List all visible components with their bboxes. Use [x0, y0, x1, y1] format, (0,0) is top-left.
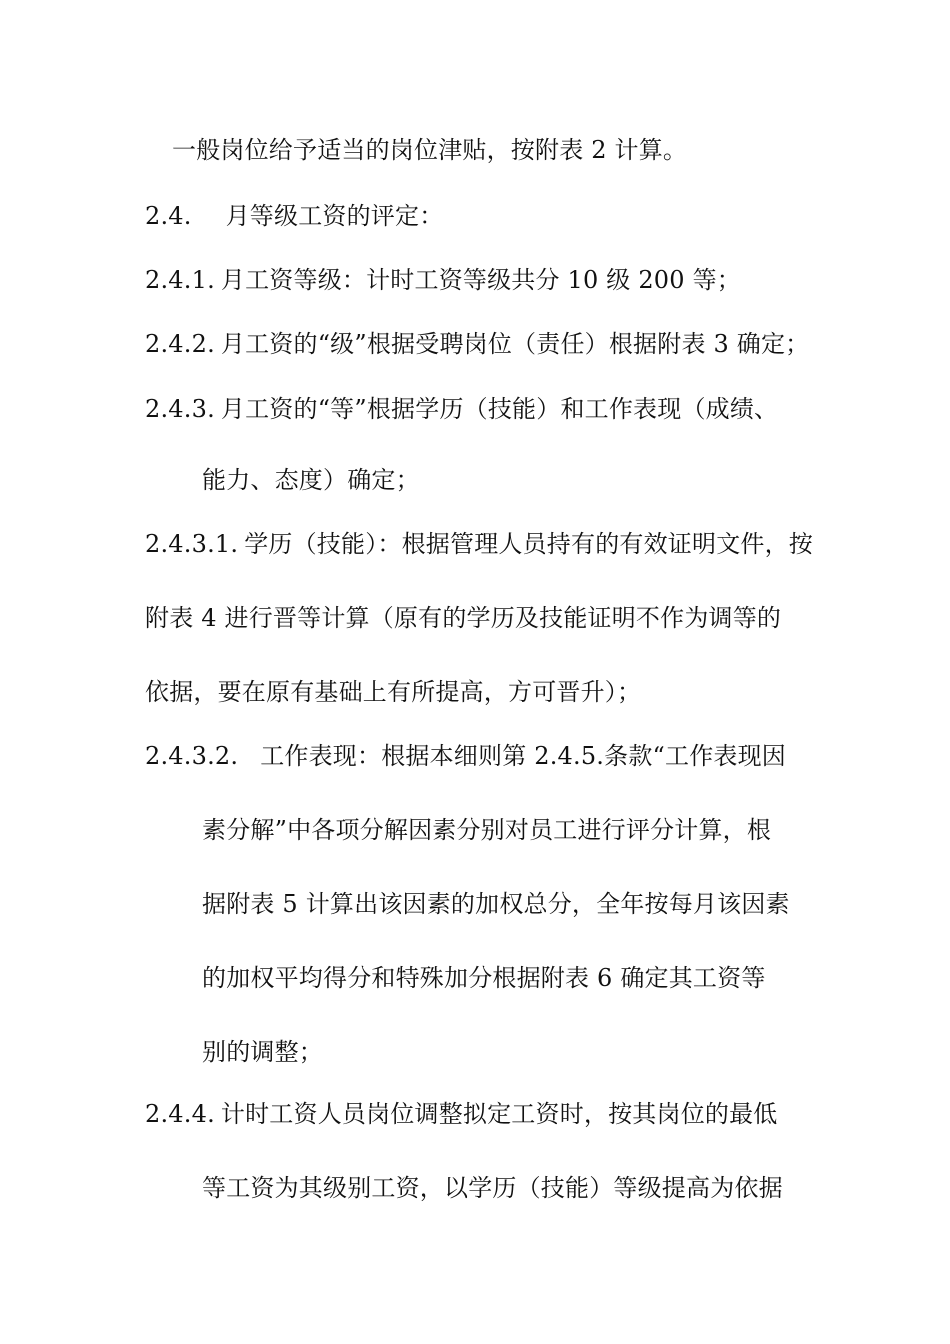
section-number: 2.4.2.	[145, 330, 215, 358]
line-text: 月工资的“级”根据受聘岗位（责任）根据附表 3 确定；	[220, 330, 810, 358]
line-text: 月等级工资的评定：	[225, 202, 444, 230]
item-2-4-4-continued	[202, 1172, 783, 1204]
section-number: 2.4.3.2.	[145, 742, 239, 770]
line-text: 别的调整；	[202, 1038, 323, 1066]
item-2-4-3-2-continued-3	[202, 962, 766, 994]
line-text: 月工资的“等”根据学历（技能）和工作表现（成绩、	[220, 395, 779, 423]
item-2-4-3-2-continued-2	[202, 888, 790, 920]
line-text: 据附表 5 计算出该因素的加权总分，全年按每月该因素	[202, 890, 790, 918]
line-text: 素分解”中各项分解因素分别对员工进行评分计算，根	[202, 816, 772, 844]
item-2-4-3-2-continued-4	[202, 1036, 323, 1068]
section-number: 2.4.4.	[145, 1100, 215, 1128]
line-text: 附表 4 进行晋等计算（原有的学历及技能证明不作为调等的	[145, 604, 782, 632]
item-2-4-3-1	[145, 528, 813, 560]
paragraph-allowance	[172, 134, 687, 166]
section-number: 2.4.	[145, 202, 192, 230]
section-number: 2.4.3.	[145, 395, 215, 423]
line-text: 能力、态度）确定；	[202, 466, 420, 494]
item-2-4-3	[145, 393, 778, 425]
line-text: 工作表现：根据本细则第 2.4.5.条款“工作表现因	[260, 742, 786, 770]
item-2-4-3-2-continued-1	[202, 814, 771, 846]
line-text: 等工资为其级别工资，以学历（技能）等级提高为依据	[202, 1174, 783, 1202]
item-2-4-3-1-continued-2	[145, 676, 641, 708]
heading-2-4	[145, 200, 443, 232]
section-number: 2.4.1.	[145, 266, 215, 294]
line-text: 一般岗位给予适当的岗位津贴，按附表 2 计算。	[172, 136, 688, 164]
line-text: 学历（技能）：根据管理人员持有的有效证明文件，按	[244, 530, 814, 558]
item-2-4-3-1-continued-1	[145, 602, 781, 634]
item-2-4-2	[145, 328, 809, 360]
item-2-4-3-2	[145, 740, 786, 772]
line-text: 计时工资人员岗位调整拟定工资时，按其岗位的最低	[220, 1100, 778, 1128]
line-text: 依据，要在原有基础上有所提高，方可晋升）；	[145, 678, 642, 706]
section-number: 2.4.3.1.	[145, 530, 239, 558]
line-text: 月工资等级：计时工资等级共分 10 级 200 等；	[220, 266, 741, 294]
item-2-4-4	[145, 1098, 778, 1130]
item-2-4-1	[145, 264, 741, 296]
item-2-4-3-continued	[202, 464, 420, 496]
line-text: 的加权平均得分和特殊加分根据附表 6 确定其工资等	[202, 964, 766, 992]
